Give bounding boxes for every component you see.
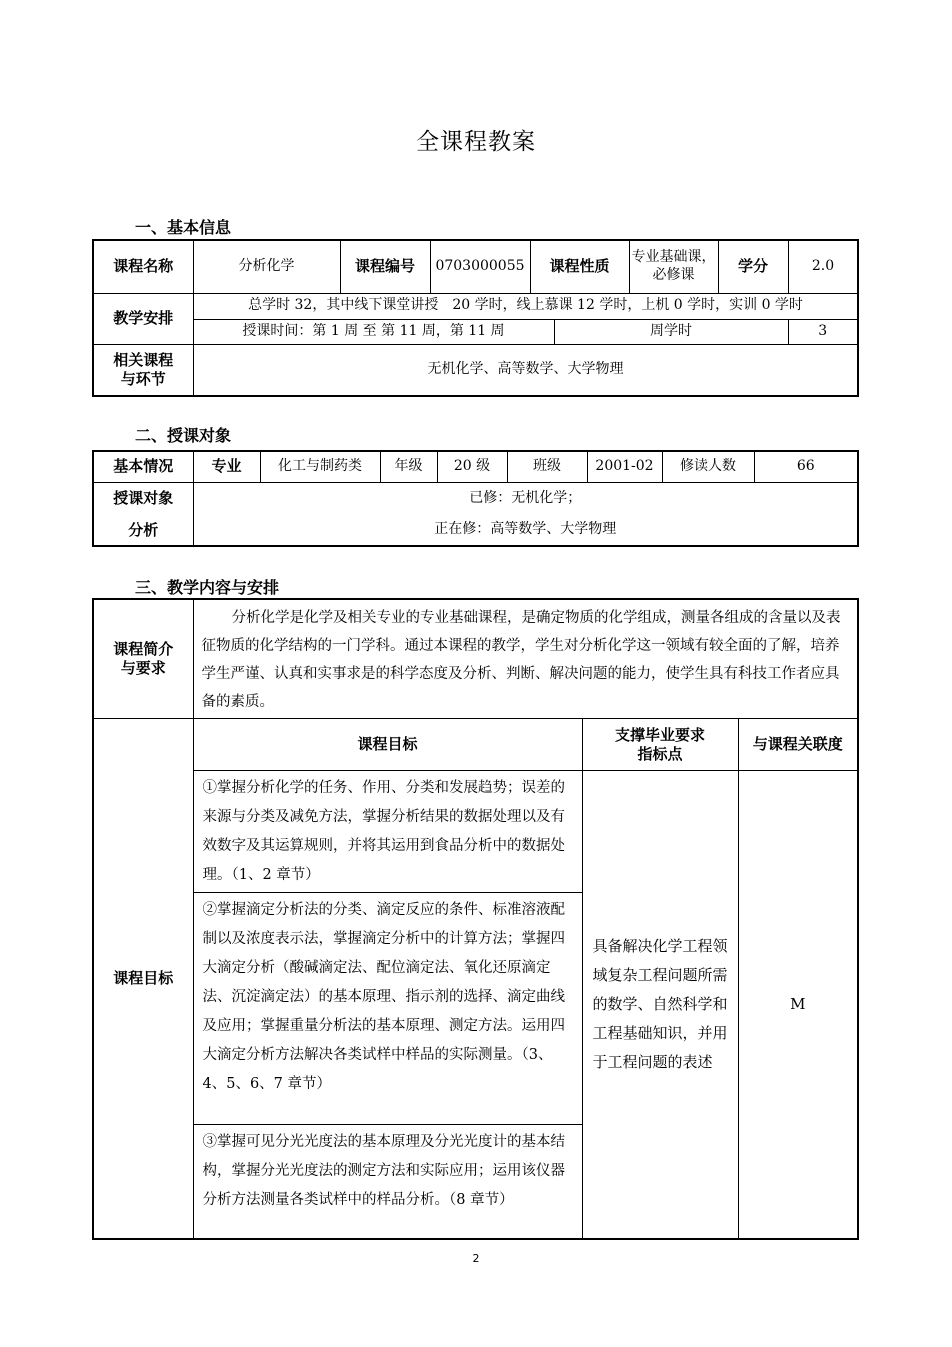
weekly-hours-value: 3 (788, 319, 858, 344)
course-name-label: 课程名称 (93, 240, 193, 293)
major-value: 化工与制药类 (260, 451, 380, 482)
course-nature-line1: 专业基础课， (631, 249, 716, 266)
class-value: 2001-02 (587, 451, 662, 482)
document-title: 全课程教案 (416, 129, 536, 155)
audience-analysis-label-line2: 分析 (93, 515, 193, 546)
course-nature-line2: 必修课 (652, 266, 695, 283)
teaching-arrangement-label: 教学安排 (93, 293, 193, 344)
section-heading-content: 三、教学内容与安排 (135, 578, 280, 597)
total-hours-text: 总学时 32，其中线下课堂讲授 20 学时，线上慕课 12 学时，上机 0 学时，实训 0 学时 (193, 293, 858, 319)
intro-label-line1: 课程简介 (113, 640, 174, 659)
goal-1: ①掌握分析化学的任务、作用、分类和发展趋势；误差的来源与分类及减免方法，掌握分析结果的数据处理以及有效数字及其运算规则，并将其运用到食品分析中的数据处理。（1、2 章节） (193, 771, 582, 893)
course-nature-label: 课程性质 (530, 240, 629, 293)
related-label-line1: 相关课程 (113, 351, 174, 369)
goal-3: ③掌握可见分光光度法的基本原理及分光光度计的基本结构，掌握分光光度法的测定方法和实际应用；运用该仪器分析方法测量各类试样中的样品分析。（8 章节） (193, 1125, 582, 1239)
major-label: 专业 (193, 451, 260, 482)
support-header-line2: 指标点 (637, 744, 683, 763)
courses-taking: 正在修：高等数学、大学物理 (193, 515, 858, 546)
credit-value: 2.0 (788, 240, 858, 293)
enrollment-label: 修读人数 (662, 451, 754, 482)
goals-label: 课程目标 (93, 719, 193, 1239)
intro-label (93, 599, 193, 719)
course-name-value: 分析化学 (193, 240, 340, 293)
section-heading-audience: 二、授课对象 (135, 426, 232, 445)
course-code-label: 课程编号 (340, 240, 430, 293)
course-intro-cell (193, 599, 858, 719)
goal-2: ②掌握滴定分析法的分类、滴定反应的条件、标准溶液配制以及浓度表示法，掌握滴定分析中的计算方法；掌握四大滴定分析（酸碱滴定法、配位滴定法、氧化还原滴定法、沉淀滴定法）的基本原理、指示剂的选择、滴定曲线及应用；掌握重量分析法的基本原理、测定方法。运用四大滴定分析方法解决各类试样中样品的实际测量。（3、4、5、6、7 章节） (193, 893, 582, 1125)
grade-value: 20 级 (437, 451, 507, 482)
section-heading-basic-info: 一、基本信息 (135, 218, 232, 237)
relevance-value: M (738, 771, 858, 1239)
teaching-time-text: 授课时间：第 1 周 至 第 11 周，第 11 周 (193, 319, 554, 344)
weekly-hours-label: 周学时 (554, 319, 788, 344)
class-label: 班级 (507, 451, 587, 482)
intro-label-line2: 与要求 (120, 659, 166, 677)
support-column-header (582, 719, 738, 771)
related-label-line2: 与环节 (120, 369, 166, 388)
basic-info-table (92, 239, 859, 397)
graduation-requirement-text: 具备解决化学工程领域复杂工程问题所需的数学、自然科学和工程基础知识，并用于工程问题的表述 (582, 771, 738, 1239)
course-intro-text: 分析化学是化学及相关专业的专业基础课程，是确定物质的化学组成，测量各组成的含量以及表征物质的化学结构的一门学科。通过本课程的教学，学生对分析化学这一领域有较全面的了解，培养学生严谨、认真和实事求是的科学态度及分析、判断、解决问题的能力，使学生具有科技工作者应具备的素质。 (201, 610, 841, 710)
support-header-line1: 支撑毕业要求 (614, 725, 705, 744)
relevance-column-header: 与课程关联度 (738, 719, 858, 771)
grade-label: 年级 (380, 451, 437, 482)
related-courses-label (93, 344, 193, 396)
basic-situation-label: 基本情况 (93, 451, 193, 482)
courses-taken: 已修：无机化学； (193, 482, 858, 515)
course-nature-value (629, 240, 718, 293)
enrollment-value: 66 (754, 451, 858, 482)
course-code-value: 0703000055 (430, 240, 530, 293)
goal-column-header: 课程目标 (193, 719, 582, 771)
related-courses-value: 无机化学、高等数学、大学物理 (193, 344, 858, 396)
audience-table (92, 450, 859, 547)
audience-analysis-label-line1: 授课对象 (93, 482, 193, 515)
credit-label: 学分 (718, 240, 788, 293)
page-number: 2 (472, 1252, 480, 1265)
content-table (92, 598, 859, 1240)
